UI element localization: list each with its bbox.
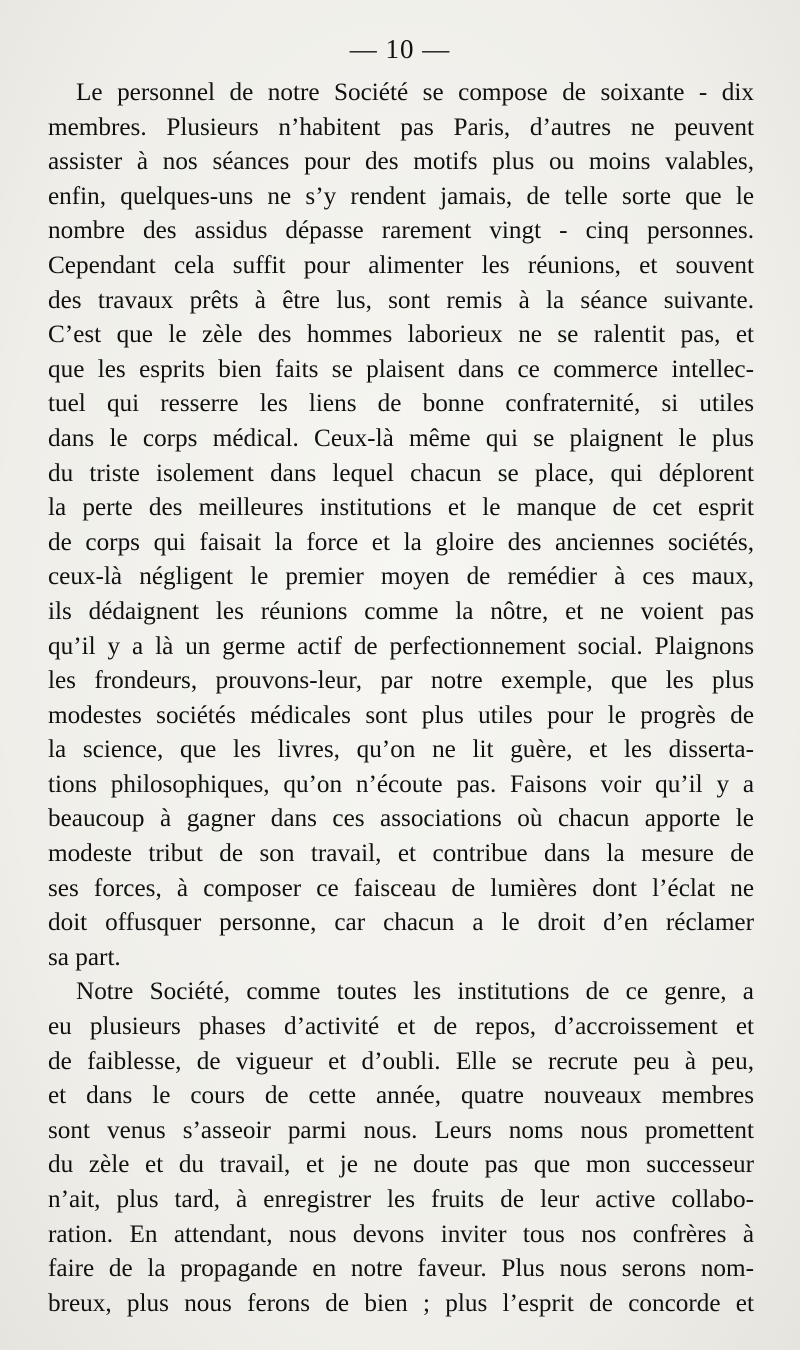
text-line: Le personnel de notre Société se compose de soixante - dix xyxy=(76,79,754,106)
text-line: ration. En attendant, nous devons inviter tous nos confrères à xyxy=(48,1220,754,1248)
text-line: modestes sociétés médicales sont plus utiles pour le progrès de xyxy=(48,701,754,729)
text-line: n’ait, plus tard, à enregistrer les fruits de leur active collabo- xyxy=(48,1186,754,1213)
text-line: beaucoup à gagner dans ces associations où chacun apporte le xyxy=(48,805,754,833)
text-line: Cependant cela suffit pour alimenter les réunions, et souvent xyxy=(48,251,754,279)
text-line: du zèle et du travail, et je ne doute pas que mon successeur xyxy=(48,1151,754,1179)
text-line: sa part. xyxy=(48,943,121,971)
body-text xyxy=(48,76,754,1321)
text-line: et dans le cours de cette année, quatre nouveaux membres xyxy=(48,1082,754,1110)
text-line: ceux-là négligent le premier moyen de remédier à ces maux, xyxy=(48,563,754,591)
text-line: enfin, quelques-uns ne s’y rendent jamais, de telle sorte que le xyxy=(48,182,754,210)
text-line: tuel qui resserre les liens de bonne confraternité, si utiles xyxy=(48,390,754,418)
text-line: que les esprits bien faits se plaisent dans ce commerce intellec- xyxy=(48,355,754,383)
text-line: les frondeurs, prouvons-leur, par notre exemple, que les plus xyxy=(48,667,754,695)
text-line: de faiblesse, de vigueur et d’oubli. Elle se recrute peu à peu, xyxy=(48,1047,754,1075)
text-line: modeste tribut de son travail, et contribue dans la mesure de xyxy=(48,840,754,868)
page-number: — 10 — xyxy=(349,34,451,64)
text-line: la perte des meilleures institutions et le manque de cet esprit xyxy=(48,494,754,522)
text-line: ils dédaignent les réunions comme la nôtre, et ne voient pas xyxy=(48,597,754,625)
text-line: Notre Société, comme toutes les institutions de ce genre, a xyxy=(76,978,754,1006)
text-line: C’est que le zèle des hommes laborieux ne se ralentit pas, et xyxy=(48,321,754,349)
text-line: faire de la propagande en notre faveur. Plus nous serons nom- xyxy=(48,1255,754,1283)
text-line: breux, plus nous ferons de bien ; plus l’esprit de concorde et xyxy=(48,1289,754,1317)
text-line: tions philosophiques, qu’on n’écoute pas. Faisons voir qu’il y a xyxy=(48,770,754,798)
paragraph xyxy=(48,975,754,1321)
text-line: qu’il y a là un germe actif de perfectionnement social. Plaignons xyxy=(48,632,754,660)
text-line: membres. Plusieurs n’habitent pas Paris, d’autres ne peuvent xyxy=(48,113,754,141)
text-line: dans le corps médical. Ceux-là même qui se plaignent le plus xyxy=(48,424,754,452)
text-line: ses forces, à composer ce faisceau de lumières dont l’éclat ne xyxy=(48,874,754,902)
text-line: nombre des assidus dépasse rarement vingt - cinq personnes. xyxy=(48,217,754,245)
text-line: des travaux prêts à être lus, sont remis à la séance suivante. xyxy=(48,286,754,314)
text-line: eu plusieurs phases d’activité et de repos, d’accroissement et xyxy=(48,1013,754,1041)
paragraph xyxy=(48,76,754,975)
text-line: de corps qui faisait la force et la gloire des anciennes sociétés, xyxy=(48,528,754,556)
text-line: du triste isolement dans lequel chacun se place, qui déplorent xyxy=(48,459,754,487)
text-line: assister à nos séances pour des motifs plus ou moins valables, xyxy=(48,148,754,176)
text-line: la science, que les livres, qu’on ne lit guère, et les disserta- xyxy=(48,736,754,764)
text-line: sont venus s’asseoir parmi nous. Leurs noms nous promettent xyxy=(48,1116,754,1144)
text-line: doit offusquer personne, car chacun a le droit d’en réclamer xyxy=(48,909,754,937)
